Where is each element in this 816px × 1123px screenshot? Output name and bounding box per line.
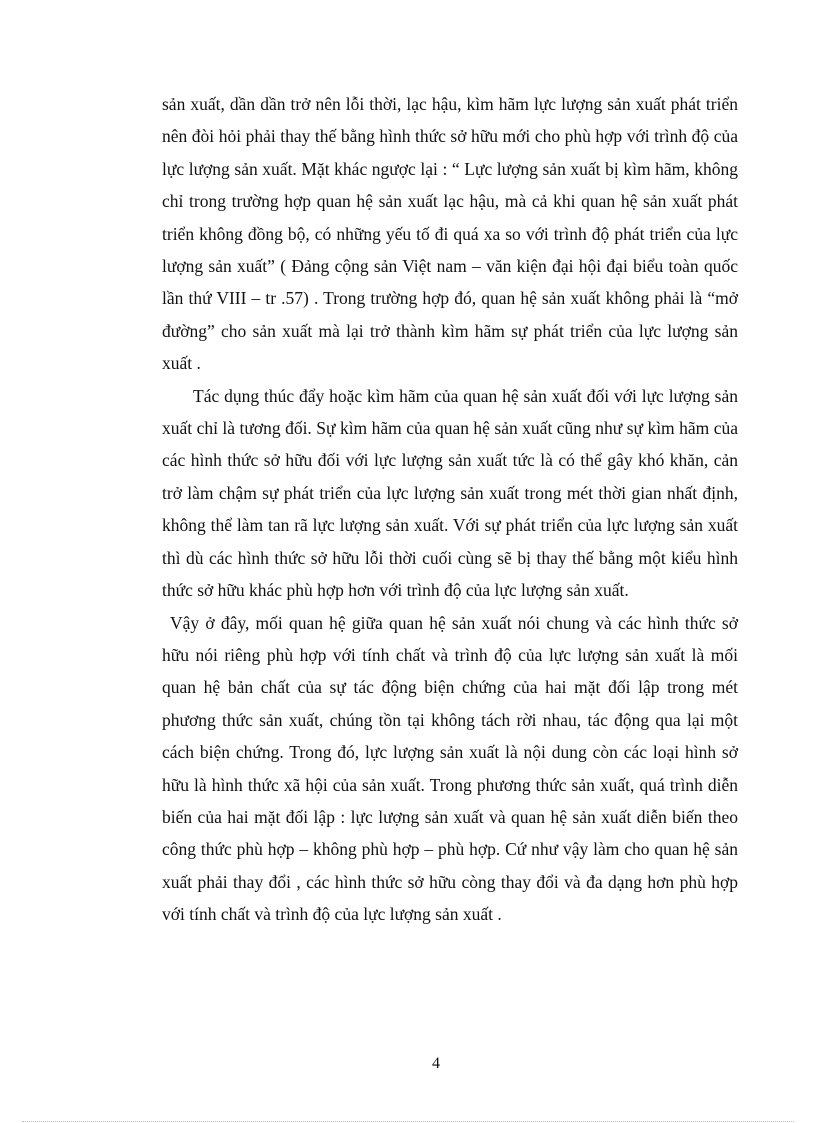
- body-text: [162, 88, 738, 931]
- page-number: 4: [432, 1055, 440, 1072]
- paragraph-1: sản xuất, dần dần trở nên lỗi thời, lạc hậu, kìm hãm lực lượng sản xuất phát triển nên đòi hỏi phải thay thế bằng hình thức sở hữu mới cho phù hợp với trình độ của lực lượng sản xuất. Mặt khác ngược lại : “ Lực lượng sản xuất bị kìm hãm, không chỉ trong trường hợp quan hệ sản xuất lạc hậu, mà cả khi quan hệ sản xuất phát triển không đồng bộ, có những yếu tố đi quá xa so với trình độ phát triển của lực lượng sản xuất” ( Đảng cộng sản Việt nam – văn kiện đại hội đại biểu toàn quốc lần thứ VIII – tr .57) . Trong trường hợp đó, quan hệ sản xuất không phải là “mở đường” cho sản xuất mà lại trở thành kìm hãm sự phát triển của lực lượng sản xuất .: [162, 94, 738, 374]
- paragraph-2: Tác dụng thúc đẩy hoặc kìm hãm của quan hệ sản xuất đối với lực lượng sản xuất chỉ là tương đối. Sự kìm hãm của quan hệ sản xuất cũng như sự kìm hãm của các hình thức sở hữu đối với lực lượng sản xuất tức là có thể gây khó khăn, cản trở làm chậm sự phát triển của lực lượng sản xuất trong mét thời gian nhất định, không thể làm tan rã lực lượng sản xuất. Với sự phát triển của lực lượng sản xuất thì dù các hình thức sở hữu lỗi thời cuối cùng sẽ bị thay thế bằng một kiểu hình thức sở hữu khác phù hợp hơn với trình độ của lực lượng sản xuất.: [162, 385, 738, 601]
- paragraph-3: Vậy ở đây, mối quan hệ giữa quan hệ sản xuất nói chung và các hình thức sở hữu nói riêng phù hợp với tính chất và trình độ của lực lượng sản xuất là mối quan hệ bản chất của sự tác động biện chứng của hai mặt đối lập trong mét phương thức sản xuất, chúng tồn tại không tách rời nhau, tác động qua lại một cách biện chứng. Trong đó, lực lượng sản xuất là nội dung còn các loại hình sở hữu là hình thức xã hội của sản xuất. Trong phương thức sản xuất, quá trình diễn biến của hai mặt đối lập : lực lượng sản xuất và quan hệ sản xuất diễn biến theo công thức phù hợp – không phù hợp – phù hợp. Cứ như vậy làm cho quan hệ sản xuất phải thay đổi , các hình thức sở hữu còng thay đổi và đa dạng hơn phù hợp với tính chất và trình độ của lực lượng sản xuất .: [162, 612, 738, 925]
- page-bottom-divider: [22, 1121, 794, 1122]
